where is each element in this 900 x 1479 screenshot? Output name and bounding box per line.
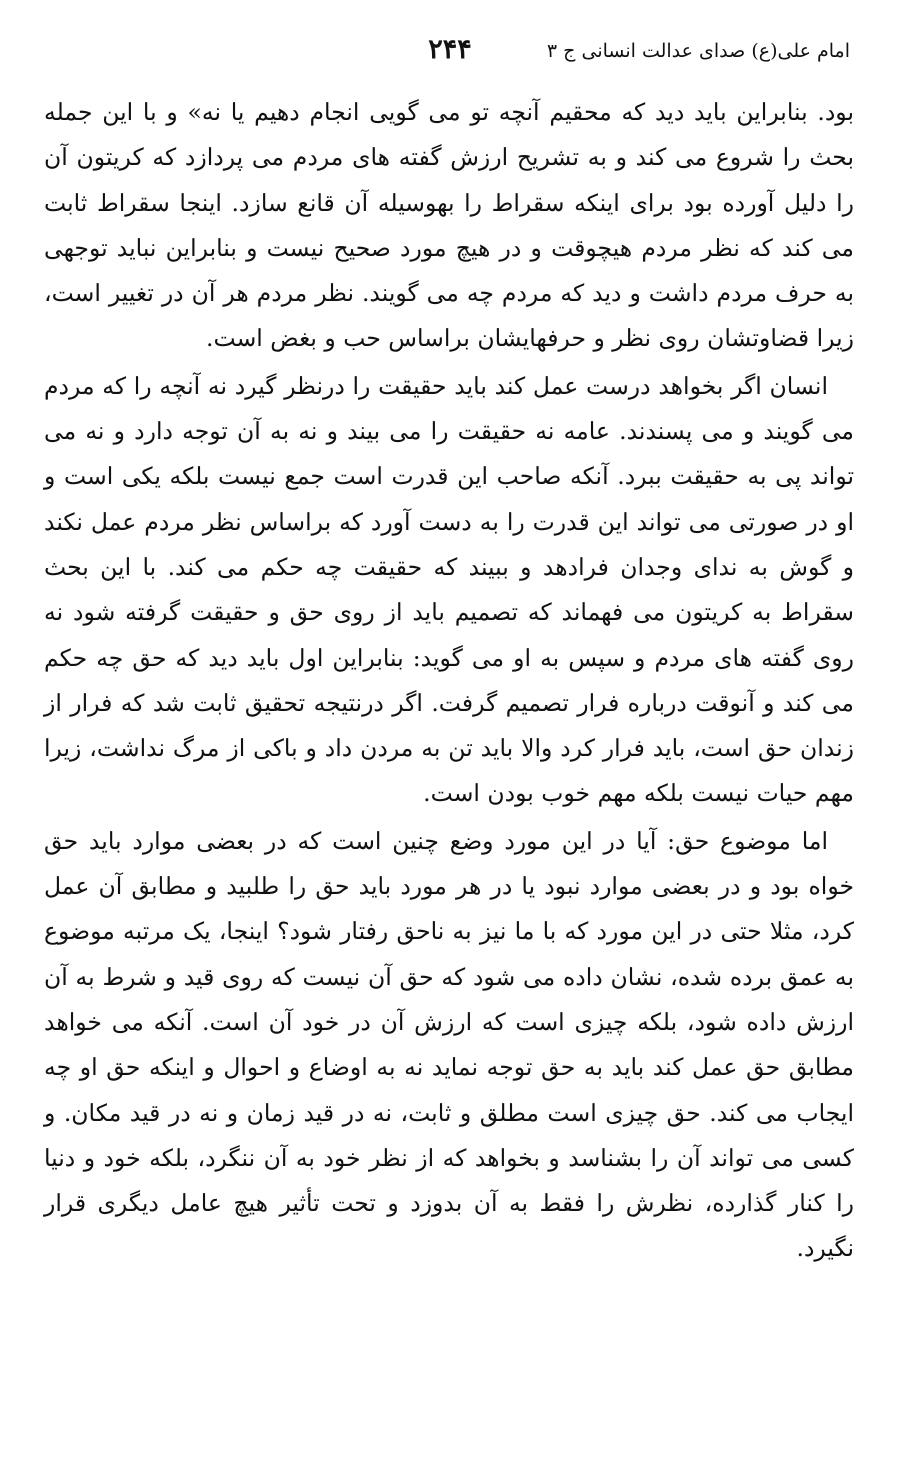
paragraph-1: بود. بنابراین باید دید که محقیم آنچه تو می گویی انجام دهیم یا نه» و با این جمله بحث را شروع می کند و به تشریح ارزش گفته های مردم می پردازد که کریتون آن را دلیل آورده بود برای اینکه سقراط را بهوسیله آن قانع سازد. اینجا سقراط ثابت می کند که نظر مردم هیچوقت و در هیچ مورد صحیح نیست و بنابراین نباید توجهی به حرف مردم داشت و دید که مردم چه می گویند. نظر مردم هر آن در تغییر است، زیرا قضاوتشان روی نظر و حرفهایشان براساس حب و بغض است.: [44, 98, 854, 353]
running-header: [40, 34, 860, 74]
page-number: ۲۴۴: [428, 34, 472, 65]
paragraph-2: انسان اگر بخواهد درست عمل کند باید حقیقت را درنظر گیرد نه آنچه را که مردم می گویند و می پسندند. عامه نه حقیقت را می بیند و نه به آن توجه دارد و نه می تواند پی به حقیقت ببرد. آنکه صاحب این قدرت است جمع نیست بلکه یکی است و او در صورتی می تواند این قدرت را به دست آورد که براساس نظر مردم عمل نکند و گوش به ندای وجدان فرادهد و ببیند که حقیقت چه حکم می کند. با این بحث سقراط به کریتون می فهماند که تصمیم باید از روی حق و حقیقت گرفته شود نه روی گفته های مردم و سپس به او می گوید: بنابراین اول باید دید که حق چه حکم می کند و آنوقت درباره فرار تصمیم گرفت. اگر درنتیجه تحقیق ثابت شد که فرار از زندان حق است، باید فرار کرد والا باید تن به مردن داد و باکی از مرگ نداشت، زیرا مهم حیات نیست بلکه مهم خوب بودن است.: [44, 371, 854, 808]
body-text: [44, 90, 854, 1272]
paragraph-3: اما موضوع حق: آیا در این مورد وضع چنین است که در بعضی موارد باید حق خواه بود و در بعضی موارد نبود یا در هر مورد باید حق را طلبید و مطابق آن عمل کرد، مثلا حتی در این مورد که با ما نیز به ناحق رفتار شود؟ اینجا، یک مرتبه موضوع به عمق برده شده، نشان داده می شود که حق آن نیست که روی قید و شرط به آن ارزش داده شود، بلکه چیزی است که ارزش آن در خود آن است. آنکه می خواهد مطابق حق عمل کند باید به حق توجه نماید نه به اوضاع و احوال و اینکه حق او چه ایجاب می کند. حق چیزی است مطلق و ثابت، نه در قید زمان و نه در قید مکان. و کسی می تواند آن را بشناسد و بخواهد که از نظر خود به آن ننگرد، بلکه خود و دنیا را کنار گذارده، نظرش را فقط به آن بدوزد و تحت تأثیر هیچ عامل دیگری قرار نگیرد.: [44, 826, 854, 1263]
book-title-header: امام علی(ع) صدای عدالت انسانی ج ۳: [546, 40, 850, 62]
